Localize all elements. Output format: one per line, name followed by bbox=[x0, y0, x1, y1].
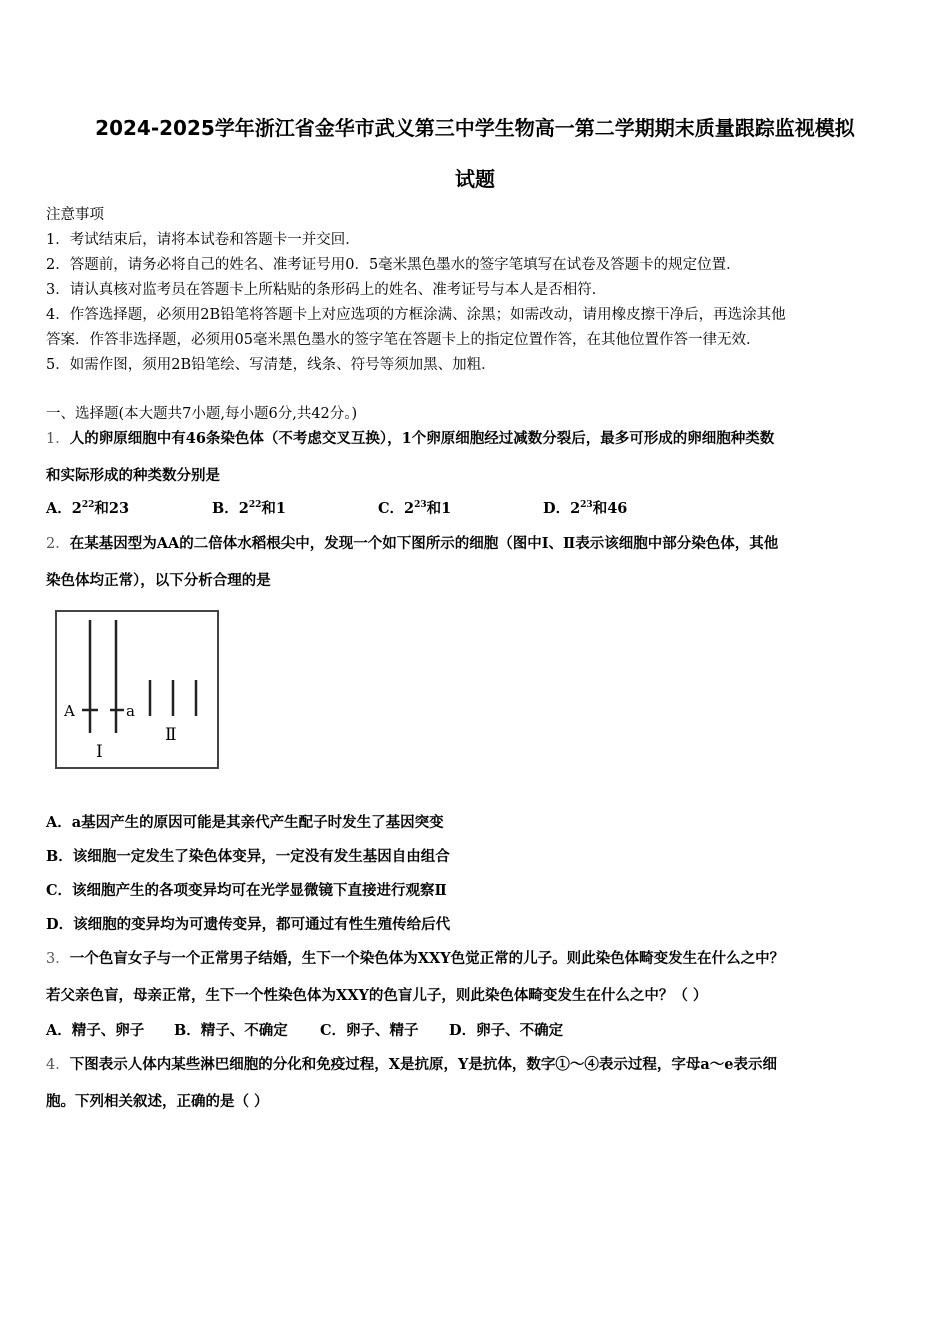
q2-option-b: B．该细胞一定发生了染色体变异，一定没有发生基因自由组合 bbox=[46, 848, 450, 865]
question-4-line1: 4．下图表示人体内某些淋巴细胞的分化和免疫过程，X是抗原，Y是抗体，数字①～④表示过程，字母a～e表示细 bbox=[46, 1056, 777, 1073]
page-title-continued: 试题 bbox=[455, 167, 495, 191]
notice-item: 2．答题前，请务必将自己的姓名、准考证号用0．5毫米黑色墨水的签字笔填写在试卷及答题卡的规定位置． bbox=[46, 257, 741, 273]
notice-item: 答案．作答非选择题，必须用05毫米黑色墨水的签字笔在答题卡上的指定位置作答，在其他位置作答一律无效． bbox=[46, 332, 761, 348]
question-2-line2: 染色体均正常），以下分析合理的是 bbox=[46, 572, 271, 589]
question-number: 1． bbox=[46, 431, 70, 447]
q3-option-d: D．卵子、不确定 bbox=[449, 1022, 564, 1039]
q2-option-a: A．a基因产生的原因可能是其亲代产生配子时发生了基因突变 bbox=[46, 814, 444, 831]
question-number: 2． bbox=[46, 536, 70, 552]
q3-option-c: C．卵子、精子 bbox=[320, 1022, 419, 1039]
question-3-line2: 若父亲色盲，母亲正常，生下一个性染色体为XXY的色盲儿子，则此染色体畸变发生在什么之中？（ ） bbox=[46, 987, 708, 1004]
q2-option-d: D．该细胞的变异均为可遗传变异，都可通过有性生殖传给后代 bbox=[46, 916, 451, 933]
question-4-line2: 胞。下列相关叙述，正确的是（ ） bbox=[46, 1093, 269, 1110]
label-gene-A: A bbox=[64, 702, 75, 720]
label-gene-a: a bbox=[126, 702, 135, 720]
notice-item: 5．如需作图，须用2B铅笔绘、写清楚，线条、符号等须加黑、加粗． bbox=[46, 357, 496, 373]
question-3-line1: 3．一个色盲女子与一个正常男子结婚，生下一个染色体为XXY色觉正常的儿子。则此染色体畸变发生在什么之中？ bbox=[46, 950, 785, 967]
q2-option-c: C．该细胞产生的各项变异均可在光学显微镜下直接进行观察Ⅱ bbox=[46, 882, 447, 899]
question-number: 3． bbox=[46, 951, 70, 967]
q3-option-b: B．精子、不确定 bbox=[174, 1022, 288, 1039]
page-title: 2024-2025学年浙江省金华市武义第三中学生物高一第二学期期末质量跟踪监视模拟 bbox=[95, 116, 855, 140]
question-1-line2: 和实际形成的种类数分别是 bbox=[46, 467, 220, 484]
notice-item: 1．考试结束后，请将本试卷和答题卡一并交回． bbox=[46, 232, 360, 248]
notice-item: 3．请认真核对监考员在答题卡上所粘贴的条形码上的姓名、准考证号与本人是否相符． bbox=[46, 282, 607, 298]
notice-item: 4．作答选择题，必须用2B铅笔将答题卡上对应选项的方框涂满、涂黑；如需改动，请用橡皮擦干净后，再选涂其他 bbox=[46, 307, 786, 323]
q3-option-a: A．精子、卵子 bbox=[46, 1022, 145, 1039]
q1-option-c: C．$2^{23}$和1 bbox=[378, 500, 452, 517]
chromosome-figure bbox=[52, 608, 222, 773]
label-chromosome-I: I bbox=[96, 742, 103, 762]
q1-option-d: D．$2^{23}$和46 bbox=[543, 500, 628, 517]
q1-option-b: B．$2^{22}$和1 bbox=[212, 500, 286, 517]
question-2-line1: 2．在某基因型为AA的二倍体水稻根尖中，发现一个如下图所示的细胞（图中Ⅰ、Ⅱ表示该细胞中部分染色体，其他 bbox=[46, 535, 779, 552]
label-chromosome-II: Ⅱ bbox=[165, 725, 177, 745]
q1-option-a: A．$2^{22}$和23 bbox=[46, 500, 130, 517]
section-heading: 一、选择题(本大题共7小题,每小题6分,共42分。) bbox=[46, 406, 358, 422]
question-1-line1: 1．人的卵原细胞中有46条染色体（不考虑交叉互换），1个卵原细胞经过减数分裂后，最多可形成的卵细胞种类数 bbox=[46, 430, 775, 447]
notice-heading: 注意事项 bbox=[46, 207, 104, 223]
question-number: 4． bbox=[46, 1057, 70, 1073]
